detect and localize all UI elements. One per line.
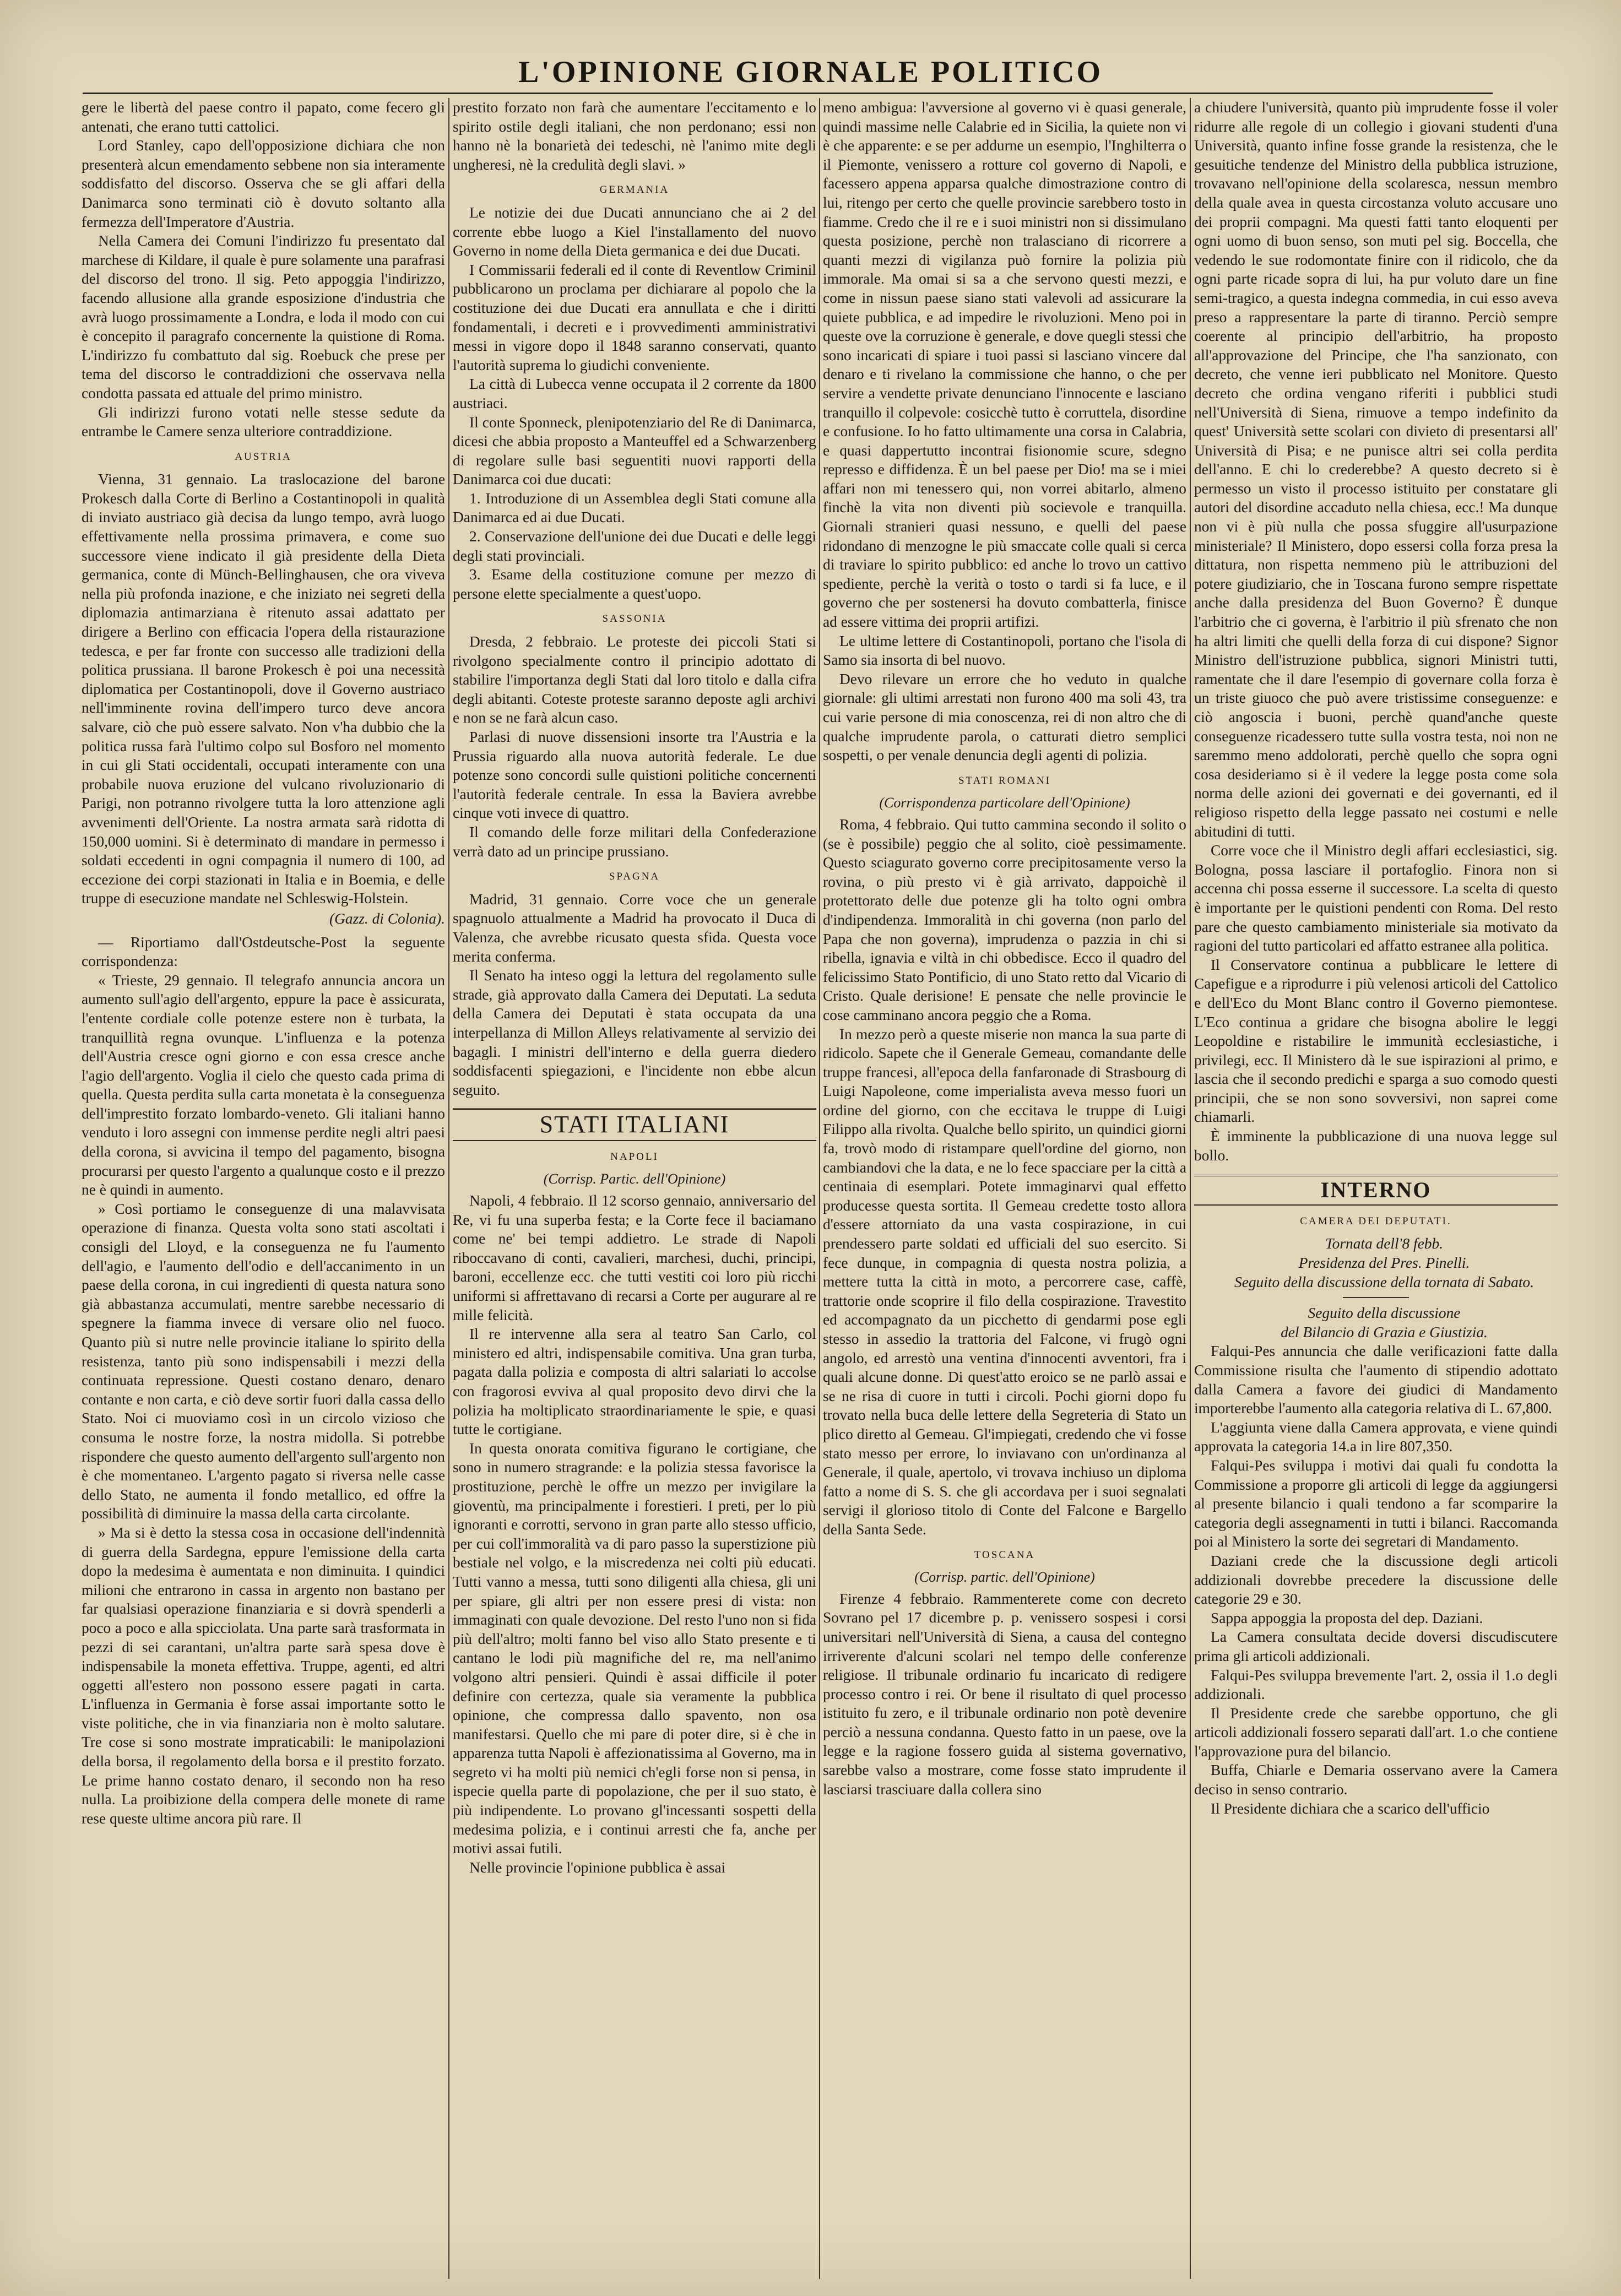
paragraph: 2. Conservazione dell'unione dei due Ducati e delle leggi degli stati provinciali. [453,528,816,564]
session-subtitle: Seguito della discussione [1308,1305,1461,1322]
section-heading-camera: CAMERA DEI DEPUTATI. [1300,1215,1452,1227]
masthead-title: L'OPINIONE GIORNALE POLITICO [518,55,1103,89]
column-1 [82,98,445,2279]
paragraph: In mezzo però a queste miserie non manca la sua parte di ridicolo. Sapete che il Generale Gemeau, comandante delle truppe francesi, all'epoca della fanfaronade di Strasbourg di Luigi Napoleone, come imperialista aveva messo fuori un ordine del giorno, con che eccitava le truppe di Luigi Filippo alla rivolta. Qualche bello spirito, un quindici giorni fa, trovò modo di ristampare quell'ordine del giorno, non cambiandovi che la data, e ne lo fece spacciare per la città a centinaia di esemplari. Potete immaginarvi qual effetto producesse questa sortita. Il Gemeau credette tosto allora d'essere attorniato da una vasta cospirazione, in cui prendessero parte soldati ed ufficiali del suo esercito. Si fece dunque, in compagnia di questa nostra polizia, a mettere tutta la città in moto, a percorrere case, caffè, trattorie onde scoprire il filo della cospirazione. Travestito ed accompagnato da un picchetto di gendarmi pose egli stesso in assedio la trattoria del Falcone, vi frugò ogni angolo, ed arrestò una ventina d'innocenti avventori, fra i quali alcune donne. Di quest'atto eroico se ne parlò assai e se ne risa di cuore in tutti i circoli. Pochi giorni dopo fu trovato nella buca delle lettere della Segreteria di Stato un plico diretto al Gemeau. Gl'impiegati, credendo che vi fosse stato messo per errore, lo inviavano con un'ordinanza al Generale, il quale, apertolo, vi trovava inchiuso un diploma fatto a nome di S. S. che gli accordava per i suoi segnalati servigi il glorioso titolo di Conte del Falcone e Bargello della Santa Sede. [823,1025,1186,1538]
column-4 [1194,98,1558,2279]
column-divider [819,98,820,2279]
paragraph: Sappa appoggia la proposta del dep. Daziani. [1211,1609,1483,1626]
column-divider [448,98,449,2279]
paragraph: » Ma si è detto la stessa cosa in occasione dell'indennità di guerra della Sardegna, eppure l'emissione della carta dopo la medesima è aumentata e non diminuita. I quindici milioni che entrarono in cassa in argento non bastano per far qualsiasi operazione finanziaria e si dovrà spenderli a poco a poco e alla spicciolata. Una parte sarà trasformata in pezzi di sei carantani, un'altra parte sarà spesa dove è indispensabile la moneta effettiva. Truppe, agenti, ed altri oggetti all'estero non possono essere pagati in carta. L'influenza in Germania è forse assai importante sotto le viste politiche, che in via finanziaria non è molto salutare. Tre cose si sono mostrate impraticabili: le manipolazioni della borsa, il regolamento della borsa e il prestito forzato. Le prime hanno costato denaro, il secondo non ha reso nulla. La proibizione della compera delle monete di rame rese queste ultime ancora più rare. Il [82,1524,445,1827]
correspondence-note: (Corrisp. partic. dell'Opinione) [914,1569,1095,1586]
section-heading-interno: INTERNO [1194,1175,1558,1206]
paragraph: Il Senato ha inteso oggi la lettura del regolamento sulle strade, già approvato dalla Camera dei Deputati. La seduta della Camera dei Deputati è stata occupata da una interpellanza di Millon Alleys relativamente al servizio dei bagagli. I ministri dell'interno e della guerra diedero soddisfacenti spiegazioni, e l'incidente non ebbe alcun seguito. [453,967,816,1098]
paragraph: La Camera consultata decide doversi discudiscutere prima gli articoli addizionali. [1194,1629,1558,1664]
paragraph: Gli indirizzi furono votati nelle stesse sedute da entrambe le Camere senza ulteriore contraddizione. [82,404,445,440]
section-heading-stati-romani: STATI ROMANI [958,774,1051,786]
source-citation: (Gazz. di Colonia). [329,910,445,927]
column-2 [453,98,816,2279]
section-heading-toscana: TOSCANA [974,1549,1036,1561]
paragraph: Il re intervenne alla sera al teatro San Carlo, col ministero ed altri, indispensabile comitiva. Una gran turba, pagata dalla polizia e composta di altri salariati lo accolse con fragorosi evviva al qual proposito devo dirvi che la polizia ha moltiplicato straordinariamente le spie, e quasi tutte le cortigiane. [453,1326,816,1438]
correspondence-note: (Corrispondenza particolare dell'Opinione) [879,795,1130,811]
paragraph: Falqui-Pes sviluppa brevemente l'art. 2, ossia il 1.o degli addizionali. [1194,1667,1558,1703]
paragraph: Nella Camera dei Comuni l'indirizzo fu presentato dal marchese di Kildare, il quale è pure solamente una parafrasi del discorso del trono. Il sig. Peto appoggia l'indirizzo, facendo allusione alla grande esposizione d'industria che avrà luogo prossimamente a Londra, e loda il modo con cui è concepito il paragrafo concernente la quistione di Roma. L'indirizzo fu combattuto dal sig. Roebuck che prese per tema del discorso le contraddizioni che osservava nella condotta passata ed attuale del primo ministro. [82,232,445,401]
section-heading-spagna: SPAGNA [609,871,660,883]
section-heading-austria: AUSTRIA [235,450,292,463]
masthead-rule [83,93,1493,94]
paragraph: — Riportiamo dall'Ostdeutsche-Post la seguente corrispondenza: [82,933,445,970]
paragraph: 1. Introduzione di un Assemblea degli Stati comune alla Danimarca ed ai due Ducati. [453,490,816,526]
paragraph: La città di Lubecca venne occupata il 2 corrente da 1800 austriaci. [453,376,816,411]
paragraph: 3. Esame della costituzione comune per mezzo di persone elette specialmente a quest'uopo. [453,566,816,602]
paragraph: È imminente la pubblicazione di una nuova legge sul bollo. [1194,1128,1558,1164]
correspondence-note: (Corrisp. Partic. dell'Opinione) [543,1171,726,1187]
section-heading-napoli: NAPOLI [610,1150,659,1163]
section-heading-germania: GERMANIA [599,184,670,196]
session-subtitle: Seguito della discussione della tornata di Sabato. [1234,1273,1534,1290]
paragraph: a chiudere l'università, quanto più imprudente fosse il voler ridurre alle regole di un collegio i giovani studenti d'una Università, quanto infine fosse grande la resistenza, che le gesuitiche tendenze del Ministro della pubblica istruzione, trovavano nell'opinione della scolaresca, nessun membro della quale avea in questa circostanza voluto accusare uno dei proprii compagni. Ma questi fatti tanto eloquenti per ogni uomo di buon senso, son muti pel sig. Boccella, che vedendo le sue rodomontate finire con il ridicolo, che da ogni parte ricade sopra di lui, ha pur voluto dare un fine semi-tragico, a questa indegna commedia, in cui esso aveva preso a rappresentare la parte di tiranno. Perciò sempre coerente al principio dell'arbitrio, ha proposto all'approvazione del Principe, che l'ha sanzionato, con decreto, che venne ieri pubblicato nel Monitore. Questo decreto che ordina vengano riferiti i pubblici studi nell'Università di Siena, rimuove a tempo indefinito da quest' Università sette scolari con divieto di presentarsi all' Università di Pisa; e ne punisce altri sei colla perdita dell'anno. E chi lo crederebbe? A questo decreto si è permesso un visto il processo istituito per constatare gli autori del disordine accaduto nella chiesa, ecc.! Ma dunque non vi è più nulla che possa sfuggire all'usurpazione ministeriale? Il Ministero, dopo essersi colla forza presa la dittatura, non rispetta nemmeno più le attribuzioni del potere giudiziario, che in Toscana furono sempre rispettate anche dalla presidenza del Buon Governo? È dunque l'arbitrio che ci governa, è l'arbitrio il più sfrenato che non ha altri limiti che quelli della forza di cui dispone? Signor Ministro dell'istruzione pubblica, signori Ministri tutti, ramentate che il dare l'esempio di governare colla forza è un triste giuoco che può avere tristissime conseguenze: e ciò angoscia i buoni, perchè quand'anche queste conseguenze ricadessero tutte sulla vostra testa, noi non ne saremmo meno addolorati, perchè quello che sopra ogni cosa desideriamo si è il vedere la legge posta come sola norma delle azioni dei governati e dei governanti, ed il religioso rispetto della legge passato nei costumi e nelle abitudini di tutti. [1194,99,1558,840]
paragraph: Dresda, 2 febbraio. Le proteste dei piccoli Stati si rivolgono specialmente contro il principio adottato di stabilire l'importanza degli Stati dal loro titolo e dalla cifra degli abitanti. Coteste proteste saranno deposte agli archivi e non se ne farà alcun caso. [453,633,816,726]
paragraph: L'aggiunta viene dalla Camera approvata, e viene quindi approvata la categoria 14.a in lire 807,350. [1194,1419,1558,1455]
paragraph: Devo rilevare un errore che ho veduto in qualche giornale: gli ultimi arrestati non furono 400 ma soli 43, tra cui varie persone di mia conoscenza, rei di non altro che di qualche imprudente parola, o catturati dietro semplici sospetti, o per venale denuncia degli agenti di polizia. [823,670,1186,764]
paragraph: Roma, 4 febbraio. Qui tutto cammina secondo il solito o (se è possibile) peggio che al solito, cioè pessimamente. Questo sciagurato governo corre precipitosamente verso la rovina, o più presto vi è già arrivato, dappoichè il protettorato delle due potenze gli ha tolto ogni ombra d'indipendenza. Immoralità in chi governa (non parlo del Papa che non governa), imprudenza o pazzia in chi si ribella, ignavia e viltà in chi obbedisce. Ecco il quadro del felicissimo Stato Pontificio, di uno Stato retto dal Vicario di Cristo. Quale derisione! E pensate che nelle provincie le cose camminano ancora peggio che a Roma. [823,816,1186,1023]
masthead [0,47,1621,97]
paragraph: Corre voce che il Ministro degli affari ecclesiastici, sig. Bologna, possa lasciare il portafoglio. Finora non si accenna chi possa esserne il successore. La scelta di questo è importante per le quistioni pendenti con Roma. Del resto pare che questo cambiamento ministeriale sia motivato da ragioni del tutto particolari ed affatto estranee alla politica. [1194,842,1558,954]
paragraph: I Commissarii federali ed il conte di Reventlow Criminil pubblicarono un proclama per dichiarare al popolo che la costituzione dei due Ducati era annullata e che i diritti fondamentali, i decreti e i provvedimenti amministrativi messi in vigore dopo il 1848 saranno conservati, quanto l'autorità suprema lo giudichi conveniente. [453,261,816,373]
paragraph: Lord Stanley, capo dell'opposizione dichiara che non presenterà alcun emendamento sebbene non sia interamente soddisfatto del discorso. Osserva che se gli affari della Danimarca sono terminati ciò è dovuto soltanto alla fermezza dell'Imperatore d'Austria. [82,137,445,230]
paragraph: Falqui-Pes sviluppa i motivi dai quali fu condotta la Commissione a proporre gli articoli di legge da aggiungersi al presente bilancio i quali tendono a far scomparire la categoria degli assegnamenti in tutti i bilanci. Raccomanda poi al Ministero la sorte dei segretari di Mandamento. [1194,1457,1558,1550]
session-date: Tornata dell'8 febb. [1325,1235,1444,1252]
session-subtitle: del Bilancio di Grazia e Giustizia. [1281,1323,1488,1340]
paragraph: Le ultime lettere di Costantinopoli, portano che l'isola di Samo sia insorta di bel nuovo. [823,632,1186,669]
paragraph: In questa onorata comitiva figurano le cortigiane, che sono in numero stragrande: e la polizia stessa favorisce la prostituzione, perchè le offre un mezzo per invigilare la gioventù, ma principalmente i forestieri. I preti, per lo più ignoranti e corrotti, servono in gran parte allo stesso ufficio, per cui coll'immoralità va di paro passo la superstizione più bestiale nel volgo, e la miscredenza nei colti più educati. Tutti vanno a messa, tutti sono diligenti alla chiesa, gli uni per spiare, gli altri per non essere presi di vista: non immaginati con quale devozione. Del resto l'uno non si fida più dell'altro; molti fanno bel viso allo Stato presente e ti cantano le lodi più magnifiche del re, ma nell'animo volgono altri pensieri. Quindi è assai difficile il poter definire con certezza, quale sia veramente la pubblica opinione, che compressa dallo spavento, non osa manifestarsi. Quello che mi pare di poter dire, si è che in apparenza tutta Napoli è affezionatissima al Governo, ma in segreto vi ha molti più nemici ch'egli forse non si pensa, in ispecie quella parte di popolazione, che per il suo stato, è più indipendente. Lo provano gl'incessanti sospetti della medesima polizia, e i continui arresti che fa, anche per motivi assai futili. [453,1440,816,1857]
paragraph: Falqui-Pes annuncia che dalle verificazioni fatte dalla Commissione risulta che l'aumento di stipendio adottato dalla Camera a favore dei giudici di Mandamento importerebbe l'aumento alla categoria relativa di L. 67,800. [1194,1343,1558,1417]
paragraph: Napoli, 4 febbraio. Il 12 scorso gennaio, anniversario del Re, vi fu una superba festa; e la Corte fece il baciamano come ne' bei tempi addietro. Le strade di Napoli riboccavano di conti, cavalieri, marchesi, duchi, principi, baroni, eccellenze ecc. che tutti vestiti coi loro più ricchi uniformi si affrettavano di recarsi a Corte per augurare al re mille felicità. [453,1192,816,1323]
paragraph: Vienna, 31 gennaio. La traslocazione del barone Prokesch dalla Corte di Berlino a Costantinopoli in qualità di inviato austriaco già decisa da lungo tempo, avrà luogo effettivamente nella prossima primavera, e come suo successore viene indicato il già presidente della Dieta germanica, conte di Münch-Bellinghausen, che ora viveva nella più profonda inazione, e che iniziato nei segreti della diplomazia antimarziana è ritenuto assai adattato per dirigere a Berlino con efficacia l'opera della ristaurazione tedesca, e per far fronte con successo alle tradizioni della politica prussiana. Il barone Prokesch è poi una necessità diplomatica per Costantinopoli, dove il Governo austriaco nell'imminente rovina dell'impero turco deve ancora salvare, ciò che può essere salvato. Non v'ha dubbio che la politica russa farà l'ultimo colpo sul Bosforo nel momento in cui gli Stati occidentali, occupati interamente con una probabile nuova eruzione del vulcano rivoluzionario di Parigi, non potranno rivolgere tutta la loro attenzione agli avvenimenti dell'Oriente. La nostra armata sarà ridotta di 150,000 uomini. Si è determinato di mandare in permesso i soldati eccedenti in ogni compagnia il numero di 100, ad eccezione dei corpi stazionati in Italia e in Boemia, e delle truppe di esecuzione mandate nel Schleswig-Holstein. [82,471,445,907]
paragraph: Le notizie dei due Ducati annunciano che ai 2 del corrente ebbe luogo a Kiel l'installamento del nuovo Governo in nome della Dieta germanica e dei due Ducati. [453,204,816,259]
paragraph: meno ambigua: l'avversione al governo vi è quasi generale, quindi massime nelle Calabrie ed in Sicilia, la quiete non vi è che apparente: e se per addurne un esempio, l'Inghilterra o il Piemonte, venissero a rotture col governo di Napoli, e facessero appena apparsa qualche dimostrazione contro di lui, ritengo per certo che quelle provincie sarebbero tosto in fiamme. Credo che il re e i suoi ministri non si dissimulano questa posizione, perchè non tralasciano di ricorrere a quanti mezzi di vigilanza può fornire la polizia più immorale. Ma omai si sa a che servono questi mezzi, e come in nissun paese siano stati valevoli ad assicurare la quiete pubblica, e ad impedire le rivoluzioni. Meno poi in queste ove la corruzione è generale, e dove quegli stessi che sono incaricati di spiare i tuoi passi si lasciano vincere dal denaro e ti rivelano la commissione che hanno, o che per servire a vendette private denunciano l'innocente e lasciano tranquillo il colpevole: cosicchè tutto è corruttela, disordine e confusione. Io ho fatto ultimamente una corsa in Calabria, e quasi dappertutto incontrai fisionomie scure, sdegno represso e diffidenza. È un bel paese per Dio! ma se i miei affari non mi tenessero qui, non vorrei abitarlo, almeno finchè la vita non diventi più socievole e tranquilla. Giornali stranieri quasi nessuno, e quelli del paese ridondano di menzogne le più smaccate colle quali si cerca di traviare lo spirito pubblico: ed anche lo trovo un cattivo spediente, perchè la verità o tosto o tardi si fa luce, e il governo che per sostenersi ha dovuto combatterla, finisce ad essere vittima dei proprii artifizi. [823,99,1186,631]
paragraph: Il Presidente crede che sarebbe opportuno, che gli articoli addizionali fossero separati dall'art. 1.o che contiene l'approvazione pura del bilancio. [1194,1705,1558,1760]
paragraph: Buffa, Chiarle e Demaria osservano avere la Camera deciso in senso contrario. [1194,1762,1558,1798]
column-3 [823,98,1186,2279]
paragraph: Il Presidente dichiara che a scarico dell'ufficio [1211,1800,1490,1817]
session-presidency: Presidenza del Pres. Pinelli. [1298,1255,1470,1272]
paragraph: prestito forzato non farà che aumentare l'eccitamento e lo spirito ostile degli italiani, che non perdonano; essi non hanno nè la bonarietà dei tedeschi, nè l'animo mite degli ungheresi, nè la credulità degli slavi. » [453,99,816,173]
paragraph: Madrid, 31 gennaio. Corre voce che un generale spagnuolo attualmente a Madrid ha provocato il Duca di Valenza, che avrebbe ricusato questa sfida. Questa voce merita conferma. [453,891,816,965]
paragraph: gere le libertà del paese contro il papato, come fecero gli antenati, che erano tutti cattolici. [82,99,445,135]
paragraph: Nelle provincie l'opinione pubblica è assai [469,1859,726,1876]
paragraph: Daziani crede che la discussione degli articoli addizionali dovrebbe precedere la discussione delle categorie 29 e 30. [1194,1552,1558,1608]
paragraph: Il conte Sponneck, plenipotenziario del Re di Danimarca, dicesi che abbia proposto a Manteuffel ed a Schwarzenberg di regolare sulle basi seguentiti nuovi rapporti della Danimarca coi due ducati: [453,414,816,488]
column-divider [1190,98,1191,2279]
paragraph: « Trieste, 29 gennaio. Il telegrafo annuncia ancora un aumento sull'agio dell'argento, eppure la pace è assicurata, l'entente cordiale colle potenze estere non è turbata, la tranquillità regna ovunque. L'influenza e la potenza dell'Austria cresce ogni giorno e con essa cresce anche l'agio dell'argento. Voglia il cielo che questo cada prima di quella. Questa perdita sulla carta monetata è la conseguenza dell'imprestito forzato lombardo-veneto. Gli italiani hanno venduto i loro assegni con immense perdite negli altri paesi della corona, si avvicina il tempo del pagamento, bisogna procurarsi per questo l'argento a qualunque costo e il prezzo ne è quindi in aumento. [82,971,445,1198]
section-heading-sassonia: SASSONIA [602,613,667,625]
paragraph: Il Conservatore continua a pubblicare le lettere di Capefigue e a riprodurre i più velenosi articoli del Cattolico e dell'Eco du Mont Blanc contro il Governo piemontese. L'Eco continua a gridare che bisogna abolire le leggi Leopoldine e ristabilire le immunità ecclesiastiche, i privilegi, ecc. Il Ministero dà le sue ispirazioni al primo, e lascia che il secondo predichi e sparga a suo comodo questi principii, che se non sono sovversivi, non saprei come chiamarli. [1194,956,1558,1126]
paragraph: Firenze 4 febbraio. Rammenterete come con decreto Sovrano pel 17 dicembre p. p. venissero sospesi i corsi universitari nell'Università di Siena, a causa del contegno irriverente d'alcuni scolari nel tempo delle conferenze religiose. Il tribunale ordinario fu incaricato di redigere processo contro i rei. Or bene il risultato di quel processo istituito fu zero, e il tribunale ordinario non potè devenire perciò a nessuna condanna. Questo fatto in un paese, ove la legge e la ragione fossero guida al sistema governativo, sarebbe valso a mostrare, come fosse stato imprudente il lasciarsi trasciuare dalla collera sino [823,1590,1186,1798]
paragraph: Il comando delle forze militari della Confederazione verrà dato ad un principe prussiano. [453,823,816,860]
section-heading-stati-italiani: STATI ITALIANI [453,1108,816,1141]
separator-rule [1343,1297,1409,1298]
paragraph: Parlasi di nuove dissensioni insorte tra l'Austria e la Prussia riguardo alla nuova autorità federale. Le due potenze sono concordi sulle quistioni politiche concernenti l'autorità federale centrale. In essa la Baviera avrebbe cinque voti invece di quattro. [453,729,816,822]
paragraph: » Così portiamo le conseguenze di una malavvisata operazione di finanza. Questa volta sono stati ascoltati i consigli del Lloyd, e la conseguenza ne fu l'aumento dell'agio, e l'aumento dell'odio e dell'accanimento in un paese della corona, in cui ingredienti di questa natura sono già abbastanza accumulati, mentre sarebbe necessario di spegnere la fiamma invece di versare olio nel fuoco. Quanto più si nutre nelle provincie italiane lo spirito della resistenza, tanto più sono indispensabili i mezzi della continuata repressione. Questi costano denaro, denaro contante e non carta, e ciò deve sortir fuori dalla cassa dello Stato. Noi ci muoviamo così in un circolo vizioso che consuma le nostre forze, la nostra midolla. Si potrebbe rispondere che questo aumento dell'argento sull'argento non è che momentaneo. L'argento pagato si riversa nelle casse dello Stato, ne aumenta il fondo metallico, ed offre la possibilità di diminuire la massa della carta circolante. [82,1200,445,1522]
